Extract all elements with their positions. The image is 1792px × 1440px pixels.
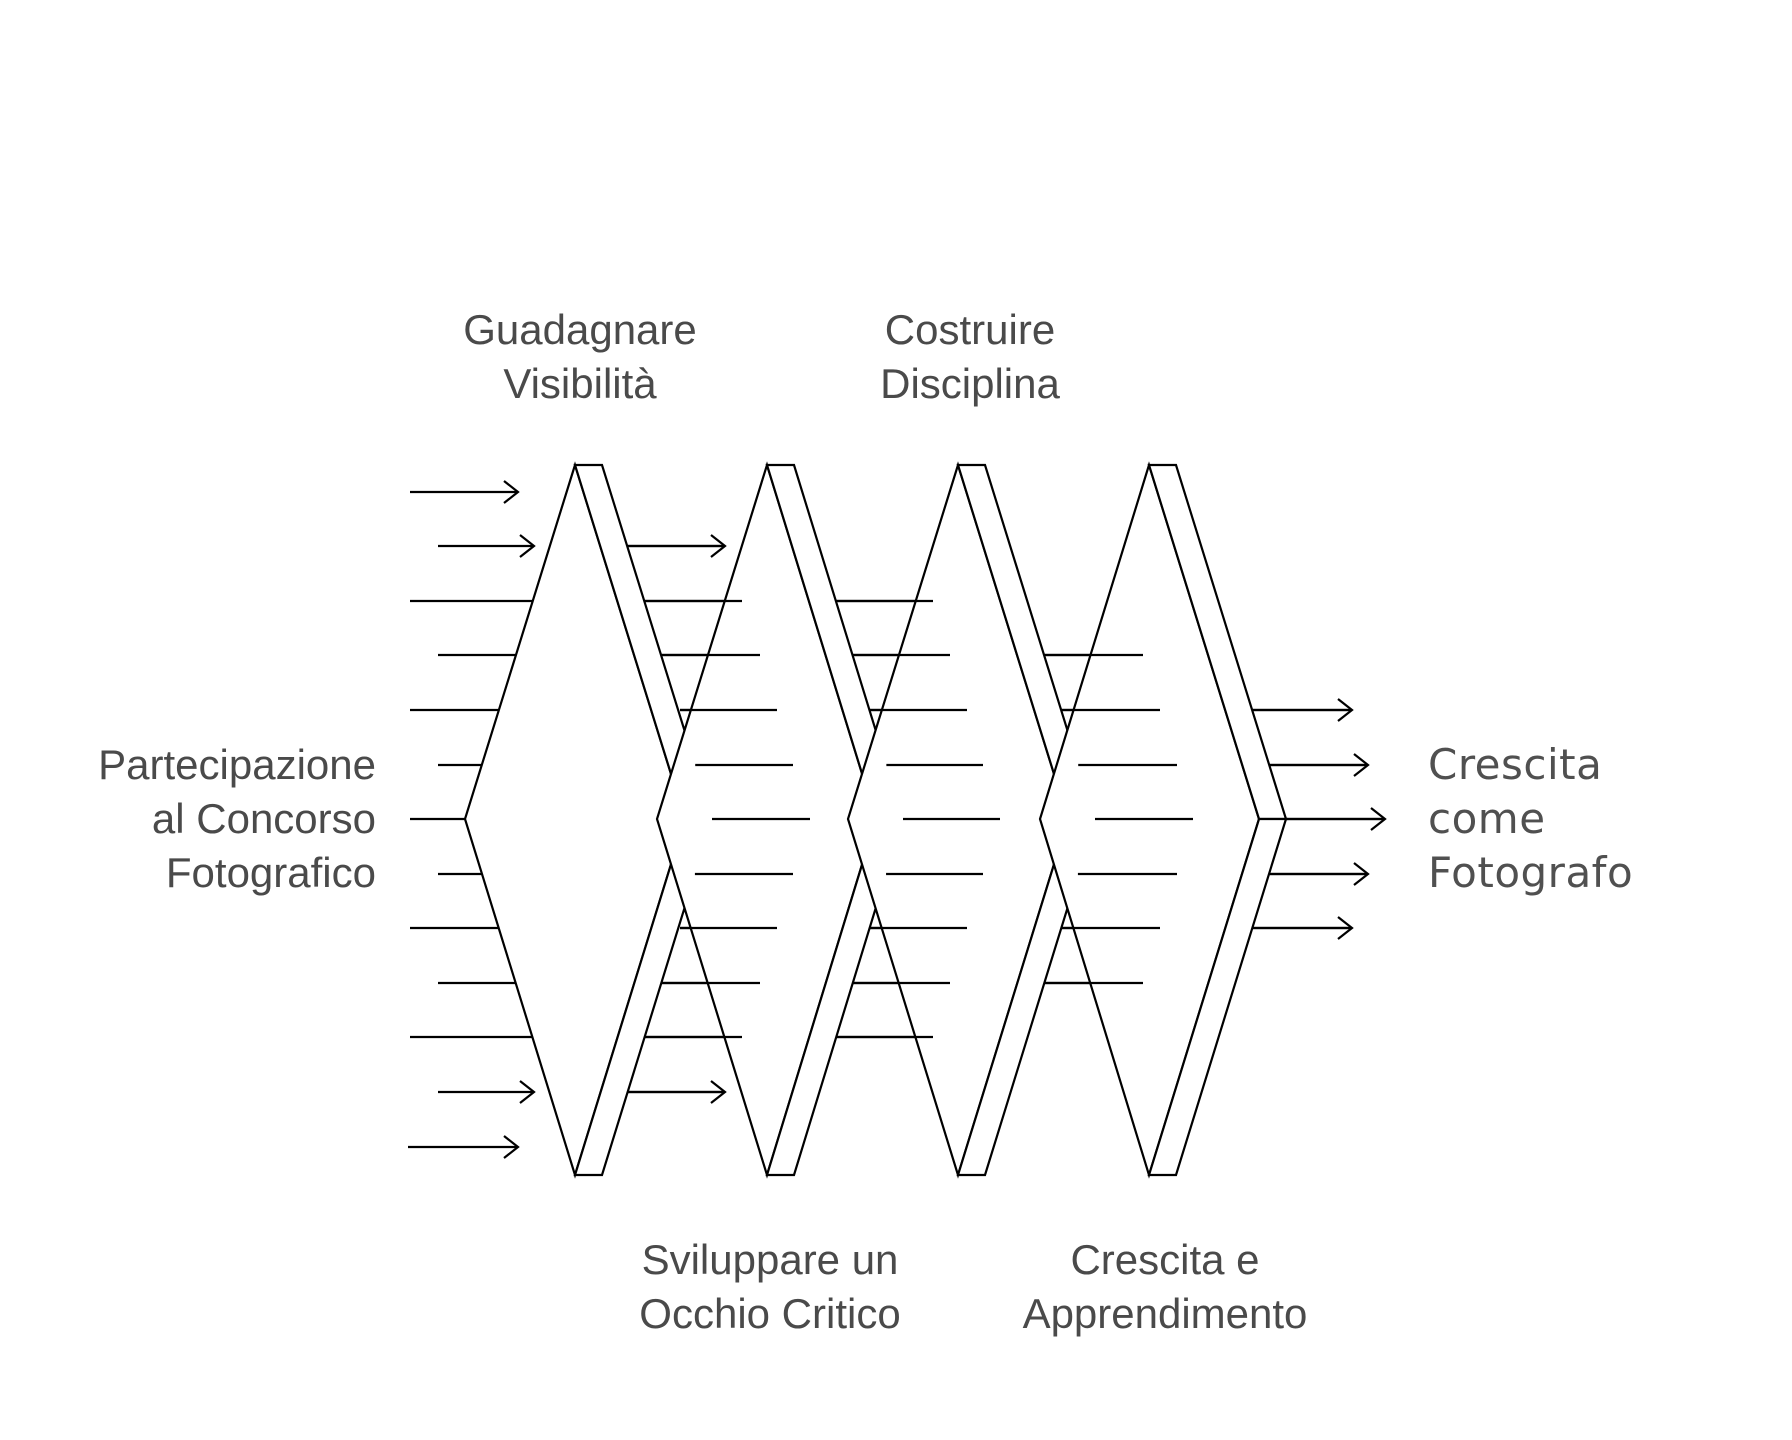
stage-1-line-2: Visibilità bbox=[503, 360, 657, 407]
input-arrow-1 bbox=[410, 481, 518, 503]
input-label-line-3: Fotografico bbox=[165, 849, 376, 896]
stage-3-line-2: Disciplina bbox=[880, 360, 1060, 407]
input-label-line-1: Partecipazione bbox=[98, 741, 376, 788]
input-arrow-12 bbox=[438, 1081, 534, 1103]
chevron-1-face bbox=[465, 465, 685, 1175]
stage-3-line-1: Costruire bbox=[884, 306, 1056, 353]
output-label bbox=[1428, 738, 1633, 900]
input-arrow-13 bbox=[408, 1136, 518, 1158]
stage-label-sviluppare-occhio-critico bbox=[610, 1233, 930, 1341]
output-label-line-3: Fotografo bbox=[1428, 848, 1634, 897]
stage-label-crescita-apprendimento bbox=[1000, 1233, 1330, 1341]
stage-1-line-1: Guadagnare bbox=[463, 306, 697, 353]
input-label bbox=[98, 738, 376, 900]
input-label-line-2: al Concorso bbox=[151, 795, 376, 842]
output-label-line-1: Crescita bbox=[1428, 740, 1603, 789]
input-arrow-2 bbox=[438, 535, 534, 557]
stage-label-costruire-disciplina bbox=[820, 303, 1120, 411]
stage-4-line-1: Crescita e bbox=[1070, 1236, 1260, 1283]
stage-label-guadagnare-visibilita bbox=[430, 303, 730, 411]
stage-2-line-1: Sviluppare un bbox=[641, 1236, 899, 1283]
stage-2-line-2: Occhio Critico bbox=[639, 1290, 901, 1337]
output-label-line-2: come bbox=[1428, 794, 1546, 843]
stage-4-line-2: Apprendimento bbox=[1022, 1290, 1308, 1337]
